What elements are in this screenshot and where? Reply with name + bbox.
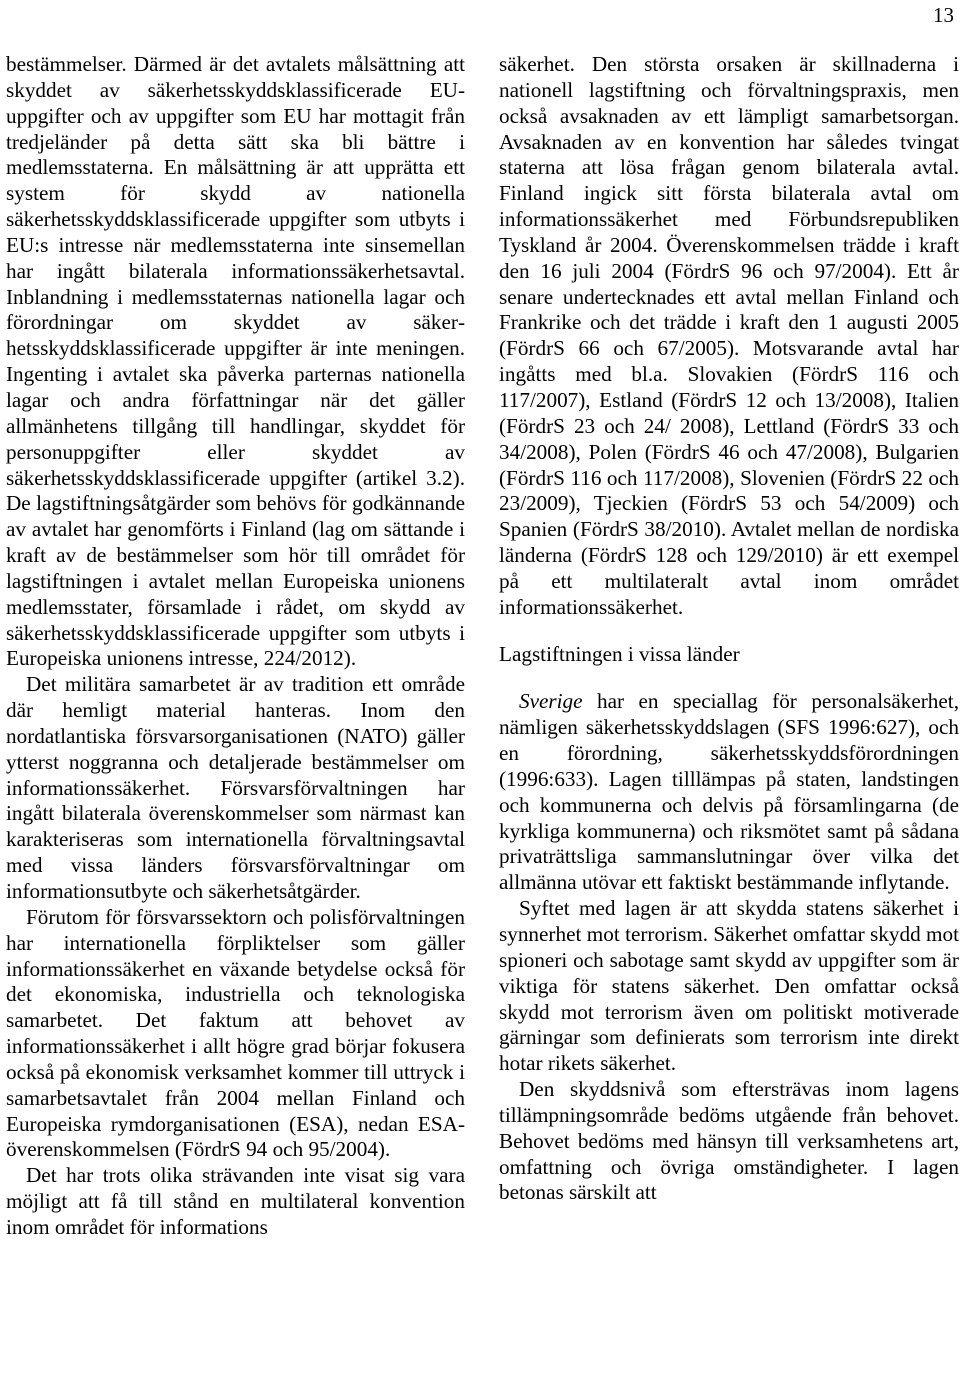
right-paragraph-2: [499, 689, 959, 896]
right-paragraph-3: Syftet med lagen är att skydda statens säkerhet i synnerhet mot terrorism. Säkerhet omfattar skydd mot spioneri och sabotage samt skydd av uppgifter som är viktiga för statens säkerhet. Den omfattar också skydd mot terrorism även om politiskt motiverade gärningar som definierats som terrorism inte direkt hotar rikets säkerhet.: [499, 896, 959, 1076]
left-paragraph-2: Det militära samarbetet är av tradition ett område där hemligt material hanteras. Inom den nordatlantiska försvarsorganisationen (NATO) gäller ytterst noggranna och detaljerade bestämmelser om informationssäkerhet. Försvarsförvaltningen har ingått bilaterala överenskommelser som närmast kan karakteriseras som internationella förvaltningsavtal med vissa länders försvarsförvaltningar om informationsutbyte och säkerhetsåtgärder.: [6, 672, 465, 903]
section-heading: Lagstiftningen i vissa länder: [499, 641, 740, 666]
left-paragraph-3: Förutom för försvarssektorn och polisförvaltningen har internationella förpliktelser som gäller informationssäkerhet en växande betydelse också för det ekonomiska, industriella och teknologiska samarbetet. Det faktum att behovet av informationssäkerhet i allt högre grad börjar fokusera också på ekonomisk verksamhet kommer till uttryck i samarbetsavtalet från 2004 mellan Finland och Europeiska rymdorganisationen (ESA), nedan ESA-överenskommelsen (FördrS 94 och 95/2004).: [6, 904, 465, 1162]
right-paragraph-4: Den skyddsnivå som eftersträvas inom lagens tillämpningsområde bedöms utgående från behovet. Behovet bedöms med hänsyn till verksamhetens art, omfattning och övriga omständigheter. I lagen betonas särskilt att: [499, 1077, 959, 1205]
right-paragraph-2-text: har en speciallag för personalsäkerhet, nämligen säkerhetsskyddslagen (SFS 1996:627), och en förordning, säkerhetsskyddsförordningen (1996:633). Lagen tilllämpas på staten, landstingen och kommunerna och delvis på församlingarna (de kyrkliga kommunerna) och riksmötet samt på sådana privaträttsliga sammanslutningar över vilka det allmänna utövar ett faktiskt bestämmande inflytande.: [499, 689, 959, 895]
page-number: 13: [933, 3, 954, 27]
right-column: [499, 52, 959, 1206]
country-name-sweden: Sverige: [519, 689, 583, 714]
right-paragraph-1: säkerhet. Den största orsaken är skillnaderna i nationell lagstiftning och förvaltningspraxis, men också avsaknaden av ett lämpligt samarbetsorgan. Avsaknaden av en konvention har således tvingat staterna att lösa frågan genom bilaterala avtal. Finland ingick sitt första bilaterala avtal om informationssäkerhet med Förbundsrepubliken Tyskland år 2004. Överenskommelsen trädde i kraft den 16 juli 2004 (FördrS 96 och 97/2004). Ett år senare undertecknades ett avtal mellan Finland och Frankrike och det trädde i kraft den 1 augusti 2005 (FördrS 66 och 67/2005). Motsvarande avtal har ingåtts med bl.a. Slovakien (FördrS 116 och 117/2007), Estland (FördrS 12 och 13/2008), Italien (FördrS 23 och 24/ 2008), Lettland (FördrS 33 och 34/2008), Polen (FördrS 46 och 47/2008), Bulgarien (FördrS 116 och 117/2008), Slovenien (FördrS 22 och 23/2009), Tjeckien (FördrS 53 och 54/2009) och Spanien (FördrS 38/2010). Avtalet mellan de nordiska länderna (FördrS 128 och 129/2010) är ett exempel på ett multilateralt avtal inom området informationssäkerhet.: [499, 52, 959, 619]
left-paragraph-4: Det har trots olika strävanden inte visat sig vara möjligt att få till stånd en multilateral konvention inom området för informations: [6, 1163, 465, 1239]
left-paragraph-1: bestämmelser. Därmed är det avtalets målsättning att skyddet av säkerhetsskyddsklassificerade EU-uppgifter och av uppgifter som EU har mottagit från tredjeländer på detta sätt ska bli bättre i medlemsstaterna. En målsättning är att upprätta ett system för skydd av nationella säkerhetsskyddsklassificerade uppgifter som utbyts i EU:s intresse när medlemsstaterna inte sinsemellan har ingått bilaterala informationssäkerhetsavtal. Inblandning i medlemsstaternas nationella lagar och förordningar om skyddet av säkerhetsskyddsklassificerade uppgifter är inte meningen. Ingenting i avtalet ska påverka parternas nationella lagar och andra författningar när det gäller allmänhetens tillgång till handlingar, skyddet för personuppgifter eller skyddet av säkerhetsskyddsklassificerade uppgifter (artikel 3.2). De lagstiftningsåtgärder som behövs för godkännande av avtalet har genomförts i Finland (lag om sättande i kraft av de bestämmelser som hör till området för lagstiftningen i avtalet mellan Europeiska unionens medlemsstater, församlade i rådet, om skydd av säkerhetsskyddsklassificerade uppgifter som utbyts i Europeiska unionens intresse, 224/2012).: [6, 52, 465, 671]
left-column: [6, 52, 465, 1241]
